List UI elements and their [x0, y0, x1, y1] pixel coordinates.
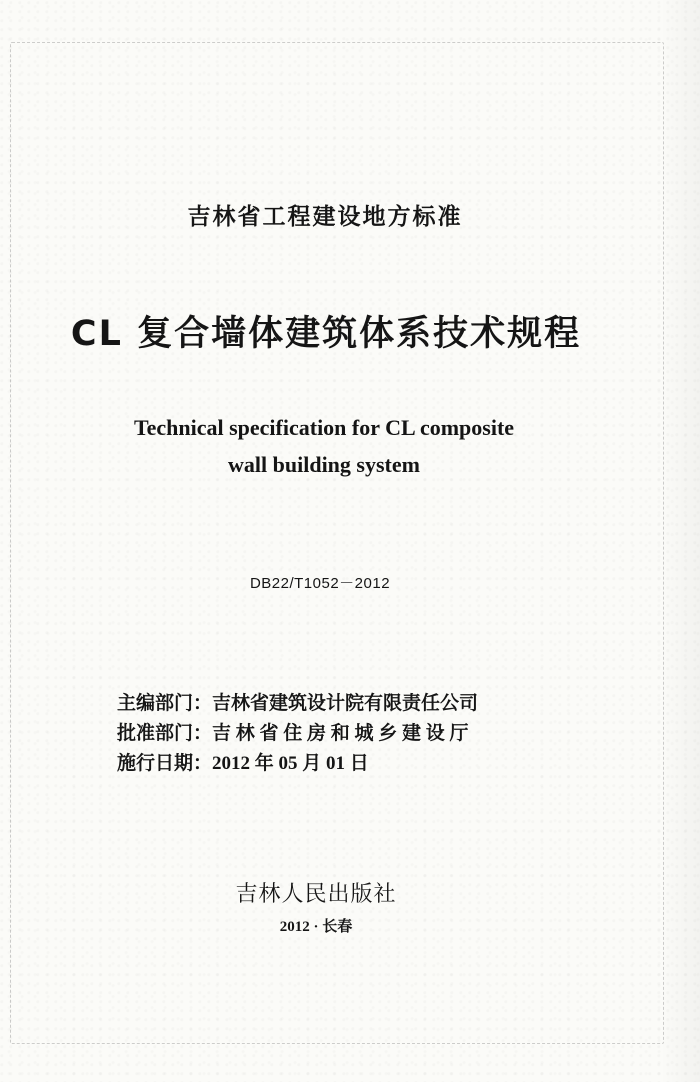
series-title: 吉林省工程建设地方标准 — [187, 204, 463, 230]
effective-date-row — [117, 748, 369, 775]
approver-row — [117, 718, 469, 745]
effective-date-value: 2012 年 05 月 01 日 — [212, 753, 369, 774]
effective-date-label: 施行日期： — [117, 753, 213, 774]
editor-value: 吉林省建筑设计院有限责任公司 — [212, 693, 479, 714]
scan-edge-shadow — [660, 0, 700, 1082]
english-title-line-2: wall building system — [228, 452, 420, 477]
editor-row — [117, 688, 478, 715]
approver-value: 吉 林 省 住 房 和 城 乡 建 设 厅 — [212, 723, 469, 744]
publisher-name: 吉林人民出版社 — [235, 881, 397, 906]
editor-label: 主编部门： — [117, 693, 213, 714]
main-title: CL 复合墙体建筑体系技术规程 — [70, 314, 582, 354]
publish-year-city: 2012 · 长春 — [279, 919, 353, 935]
standard-code: DB22/T1052－2012 — [249, 575, 391, 592]
approver-label: 批准部门： — [117, 723, 213, 744]
english-title-line-1: Technical specification for CL composite — [133, 415, 515, 440]
